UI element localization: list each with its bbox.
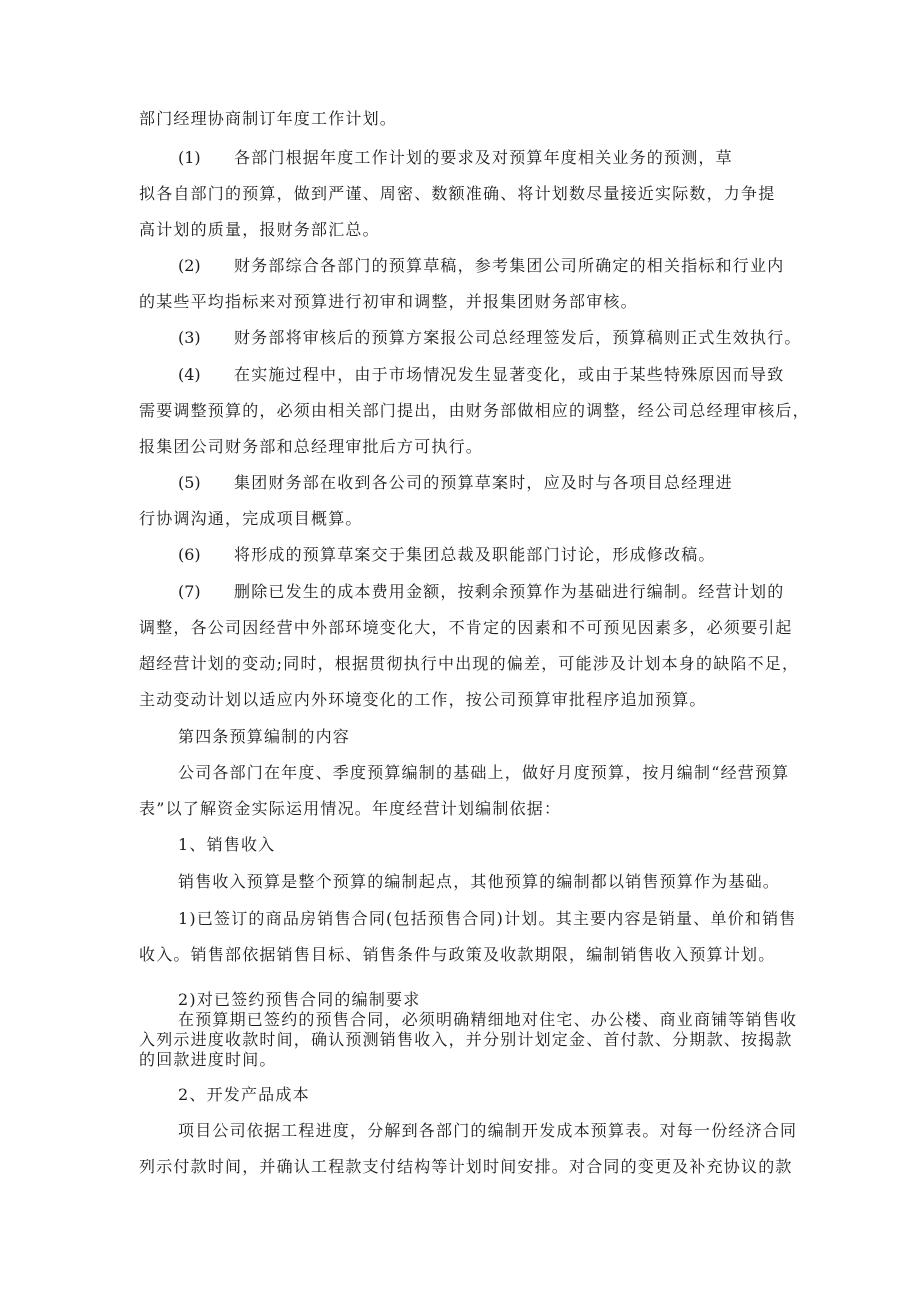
text-line: 销售收入预算是整个预算的编制起点，其他预算的编制都以销售预算作为基础。 [178, 872, 781, 891]
text-line: 行协调沟通，完成项目概算。 [139, 509, 363, 528]
text-line: 收入。销售部依据销售目标、销售条件与政策及收款期限，编制销售收入预算计划。 [139, 945, 776, 964]
text-line: 部门经理协商制订年度工作计划。 [139, 109, 398, 128]
item-number: (7) [178, 582, 201, 601]
subsection-heading: 1、销售收入 [178, 835, 276, 854]
list-item-1: (1) 各部门根据年度工作计划的要求及对预算年度相关业务的预测，草 [178, 148, 733, 167]
list-item-7: (7) 删除已发生的成本费用金额，按剩余预算作为基础进行编制。经营计划的 [178, 582, 785, 601]
list-item-6: (6) 将形成的预算草案交于集团总裁及职能部门讨论，形成修改稿。 [178, 545, 716, 564]
section-heading: 第四条预算编制的内容 [178, 727, 351, 746]
text-line: 的回款进度时间。 [139, 1050, 277, 1069]
item-number: (2) [178, 256, 201, 275]
text-line: 项目公司依据工程进度，分解到各部门的编制开发成本预算表。对每一份经济合同 [178, 1121, 798, 1140]
item-number: (5) [178, 473, 201, 492]
text-line: 1)已签订的商品房销售合同(包括预售合同)计划。其主要内容是销量、单价和销售 [178, 909, 797, 928]
text-line: 报集团公司财务部和总经理审批后方可执行。 [139, 437, 484, 456]
subsection-heading: 2、开发产品成本 [178, 1085, 310, 1104]
item-number: (1) [178, 148, 201, 167]
list-item-3: (3) 财务部将审核后的预算方案报公司总经理签发后，预算稿则正式生效执行。 [178, 328, 802, 347]
list-item-2: (2) 财务部综合各部门的预算草稿，参考集团公司所确定的相关指标和行业内 [178, 256, 785, 275]
text-line: 公司各部门在年度、季度预算编制的基础上，做好月度预算，按月编制“经营预算 [178, 763, 790, 782]
text-line: 表”以了解资金实际运用情况。年度经营计划编制依据： [139, 799, 562, 818]
text-line: 超经营计划的变动;同时，根据贯彻执行中出现的偏差，可能涉及计划本身的缺陷不足， [139, 654, 800, 673]
item-number: (3) [178, 328, 201, 347]
text-line: 入列示进度收款时间，确认预测销售收入，并分别计划定金、首付款、分期款、按揭款 [139, 1030, 793, 1049]
text-line: 高计划的质量，报财务部汇总。 [139, 220, 380, 239]
item-number: (6) [178, 545, 201, 564]
text-line: 2)对已签约预售合同的编制要求 [178, 990, 421, 1009]
item-number: (4) [178, 365, 201, 384]
text-line: 主动变动计划以适应内外环境变化的工作，按公司预算审批程序追加预算。 [139, 690, 707, 709]
text-line: 拟各自部门的预算，做到严谨、周密、数额准确、将计划数尽量接近实际数，力争提 [139, 184, 776, 203]
text-line: 的某些平均指标来对预算进行初审和调整，并报集团财务部审核。 [139, 292, 638, 311]
list-item-5: (5) 集团财务部在收到各公司的预算草案时，应及时与各项目总经理进 [178, 473, 733, 492]
text-line: 列示付款时间，并确认工程款支付结构等计划时间安排。对合同的变更及补充协议的款 [139, 1157, 793, 1176]
list-item-4: (4) 在实施过程中，由于市场情况发生显著变化，或由于某些特殊原因而导致 [178, 365, 785, 384]
text-line: 调整，各公司因经营中外部环境变化大，不肯定的因素和不可预见因素多，必须要引起 [139, 618, 793, 637]
text-line: 需要调整预算的，必须由相关部门提出，由财务部做相应的调整，经公司总经理审核后， [139, 401, 810, 420]
text-line: 在预算期已签约的预售合同，必须明确精细地对住宅、办公楼、商业商铺等销售收 [178, 1010, 798, 1029]
